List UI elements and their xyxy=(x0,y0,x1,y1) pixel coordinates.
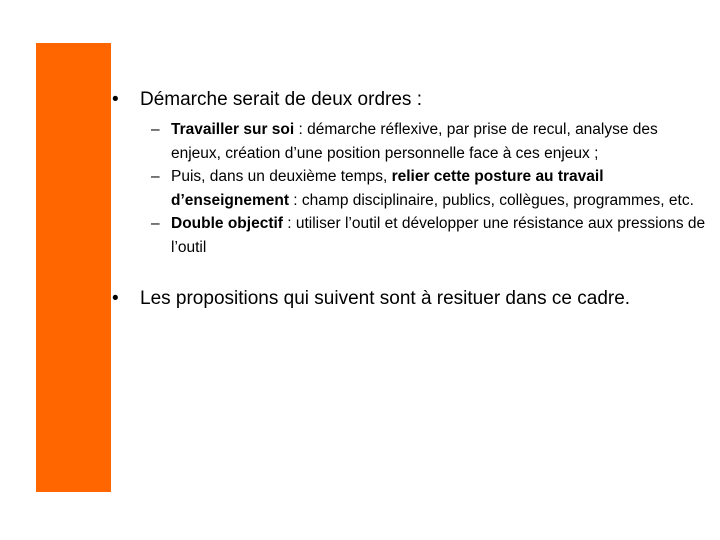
sub-item-1 xyxy=(112,118,712,165)
bullet-item-2 xyxy=(112,285,712,313)
bullet-glyph: • xyxy=(112,288,119,309)
sub-item-3 xyxy=(112,212,712,259)
dash-glyph: – xyxy=(151,215,160,232)
bullet-item-2-text: Les propositions qui suivent sont à resituer dans ce cadre. xyxy=(140,288,631,309)
sub-item-2-lead: Puis, dans un deuxième temps, xyxy=(171,168,392,185)
bullet-item-1 xyxy=(112,86,712,114)
sub-item-2-text: : champ disciplinaire, publics, collègues, programmes, etc. xyxy=(289,191,694,209)
sub-item-2-bold: relier cette posture au travail d’enseignement xyxy=(171,168,604,209)
sub-item-2 xyxy=(112,165,712,212)
sub-item-3-bold: Double objectif xyxy=(171,215,283,232)
sub-item-3-text: : utiliser l’outil et développer une résistance aux pressions de l’outil xyxy=(171,215,706,256)
sub-item-1-bold: Travailler sur soi xyxy=(171,121,295,138)
dash-glyph: – xyxy=(151,168,160,185)
sub-item-1-text: : démarche réflexive, par prise de recul, analyse des enjeux, création d’une position personnelle face à ces enjeux ; xyxy=(171,121,658,162)
sub-list xyxy=(112,118,712,259)
accent-bar xyxy=(36,43,111,492)
bullet-glyph: • xyxy=(112,89,119,110)
dash-glyph: – xyxy=(151,121,160,138)
bullet-item-1-title: Démarche serait de deux ordres : xyxy=(140,89,422,110)
slide-content xyxy=(112,86,712,313)
